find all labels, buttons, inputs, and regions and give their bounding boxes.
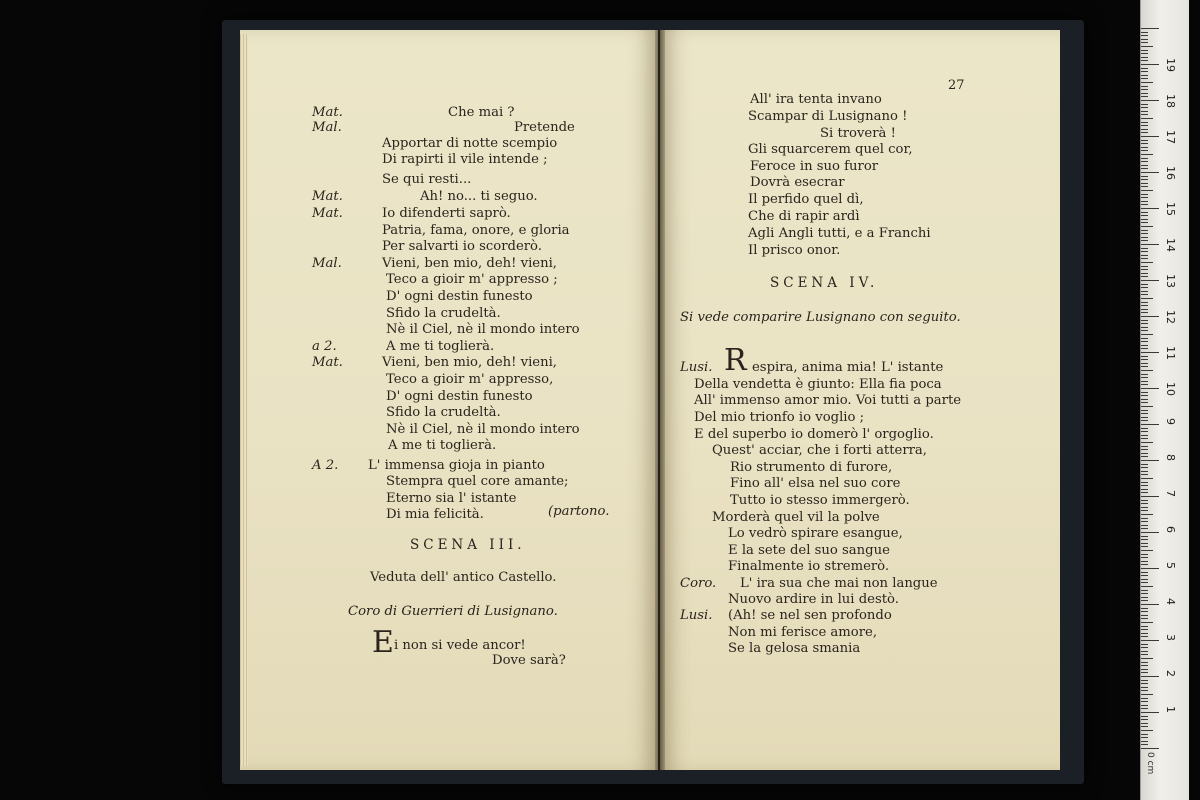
ruler-tick — [1141, 237, 1148, 238]
ruler-tick — [1141, 172, 1159, 173]
ruler-tick — [1141, 233, 1148, 234]
ruler-tick — [1141, 683, 1148, 684]
ruler-tick — [1141, 435, 1148, 436]
ruler-tick — [1141, 140, 1148, 141]
ruler-number: 1 — [1164, 706, 1177, 713]
verse-line: Nè il Ciel, nè il mondo intero — [386, 422, 580, 437]
ruler-tick — [1141, 226, 1153, 227]
ruler-tick — [1141, 464, 1148, 465]
ruler-tick — [1141, 737, 1148, 738]
ruler-tick — [1141, 730, 1153, 731]
ruler-tick — [1141, 557, 1148, 558]
verse-line: Si troverà ! — [820, 126, 896, 141]
ruler-tick — [1141, 114, 1148, 115]
verse-line: Apportar di notte scempio — [382, 136, 558, 151]
verse-line: Se qui resti... — [382, 172, 472, 187]
ruler-tick — [1141, 183, 1148, 184]
ruler-tick — [1141, 93, 1148, 94]
ruler-number: 16 — [1164, 166, 1177, 180]
ruler-tick — [1141, 708, 1148, 709]
speaker-label: Mal. — [312, 256, 342, 271]
ruler-tick — [1141, 492, 1148, 493]
verse-line: Teco a gioir m' appresso ; — [386, 272, 558, 287]
ruler-tick — [1141, 514, 1153, 515]
ruler-tick — [1141, 248, 1148, 249]
speaker-label: a 2. — [312, 339, 337, 354]
ruler-tick — [1141, 485, 1148, 486]
ruler-tick — [1141, 280, 1159, 281]
ruler-tick — [1141, 204, 1148, 205]
ruler-tick — [1141, 320, 1148, 321]
verse-line: Stempra quel core amante; — [386, 474, 569, 489]
ruler-tick — [1141, 640, 1159, 641]
ruler-tick — [1141, 39, 1148, 40]
ruler-tick — [1141, 705, 1148, 706]
verse-line: D' ogni destin funesto — [386, 289, 533, 304]
ruler-tick — [1141, 323, 1148, 324]
ruler-tick — [1141, 428, 1148, 429]
ruler-tick — [1141, 377, 1148, 378]
ruler-tick — [1141, 294, 1148, 295]
verse-line: L' immensa gioja in pianto — [368, 458, 545, 473]
ruler-tick — [1141, 269, 1148, 270]
ruler-tick — [1141, 89, 1148, 90]
verse-line: Sfido la crudeltà. — [386, 306, 501, 321]
ruler-tick — [1141, 276, 1148, 277]
speaker-label: Mat. — [312, 355, 343, 370]
ruler-number: 13 — [1164, 274, 1177, 288]
ruler-number: 7 — [1164, 490, 1177, 497]
ruler-tick — [1141, 633, 1148, 634]
ruler-tick — [1141, 500, 1148, 501]
ruler-tick — [1141, 456, 1148, 457]
verse-line: Non mi ferisce amore, — [728, 625, 878, 640]
verse-line: Pretende — [514, 120, 575, 135]
verse-line: Se la gelosa smania — [728, 641, 861, 656]
ruler-tick — [1141, 287, 1148, 288]
ruler-tick — [1141, 154, 1153, 155]
ruler-tick — [1141, 68, 1148, 69]
ruler-tick — [1141, 312, 1148, 313]
ruler-tick — [1141, 258, 1148, 259]
chorus-line-1: i non si vede ancor! — [394, 638, 526, 653]
ruler-tick — [1141, 579, 1148, 580]
ruler-tick — [1141, 348, 1148, 349]
ruler-tick — [1141, 363, 1148, 364]
ruler-tick — [1141, 410, 1148, 411]
verse-line: Agli Angli tutti, e a Franchi — [748, 226, 931, 241]
ruler-tick — [1141, 32, 1148, 33]
ruler-tick — [1141, 424, 1159, 425]
verse-line: Che di rapir ardì — [748, 209, 860, 224]
verse-line: L' ira sua che mai non langue — [740, 576, 938, 591]
ruler-tick — [1141, 284, 1148, 285]
ruler-tick — [1141, 129, 1148, 130]
ruler-tick — [1141, 136, 1159, 137]
ruler-number: 11 — [1164, 346, 1177, 360]
verse-line: D' ogni destin funesto — [386, 389, 533, 404]
verse-line: Teco a gioir m' appresso, — [386, 372, 554, 387]
ruler-tick — [1141, 165, 1148, 166]
ruler-tick — [1141, 64, 1159, 65]
ruler-tick — [1141, 212, 1148, 213]
ruler-tick — [1141, 687, 1148, 688]
ruler-tick — [1141, 593, 1148, 594]
ruler-tick — [1141, 330, 1148, 331]
page-edges — [240, 34, 248, 766]
ruler-tick — [1141, 716, 1148, 717]
verse-line: Per salvarti io scorderò. — [382, 239, 542, 254]
ruler-tick — [1141, 298, 1153, 299]
verse-line: Tutto io stesso immergerò. — [730, 493, 910, 508]
verse-line: Sfido la crudeltà. — [386, 405, 501, 420]
ruler-tick — [1141, 510, 1148, 511]
verse-line: Finalmente io stremerò. — [728, 559, 890, 574]
ruler-tick — [1141, 690, 1148, 691]
speaker-label: Mal. — [312, 120, 342, 135]
ruler-tick — [1141, 273, 1148, 274]
ruler-tick — [1141, 564, 1148, 565]
ruler-tick — [1141, 388, 1159, 389]
ruler-tick — [1141, 654, 1148, 655]
ruler-tick — [1141, 71, 1148, 72]
ruler-tick — [1141, 575, 1148, 576]
ruler-tick — [1141, 197, 1148, 198]
ruler-tick — [1141, 143, 1148, 144]
ruler-tick — [1141, 334, 1153, 335]
ruler-tick — [1141, 626, 1148, 627]
ruler-tick — [1141, 680, 1148, 681]
verse-line: espira, anima mia! L' istante — [752, 360, 944, 375]
ruler-tick — [1141, 201, 1148, 202]
ruler-tick — [1141, 489, 1148, 490]
verse-line: Eterno sia l' istante — [386, 491, 517, 506]
chorus-line-2: Dove sarà? — [492, 653, 566, 668]
speaker-label: Lusi. — [680, 360, 713, 375]
ruler-tick — [1141, 302, 1148, 303]
ruler-tick — [1141, 194, 1148, 195]
ruler-tick — [1141, 305, 1148, 306]
ruler-tick — [1141, 453, 1148, 454]
ruler-tick — [1141, 399, 1148, 400]
ruler-tick — [1141, 496, 1159, 497]
ruler-number: 3 — [1164, 634, 1177, 641]
ruler-tick — [1141, 262, 1153, 263]
ruler-tick — [1141, 125, 1148, 126]
ruler-tick — [1141, 57, 1148, 58]
ruler-tick — [1141, 582, 1148, 583]
ruler-tick — [1141, 550, 1153, 551]
ruler-number: 9 — [1164, 418, 1177, 425]
ruler-tick — [1141, 676, 1159, 677]
verse-line: Scampar di Lusignano ! — [748, 109, 908, 124]
ruler-tick — [1141, 50, 1148, 51]
ruler-tick — [1141, 701, 1148, 702]
ruler-tick — [1141, 359, 1148, 360]
ruler-tick — [1141, 78, 1148, 79]
verse-line: Il prisco onor. — [748, 243, 841, 258]
ruler-tick — [1141, 611, 1148, 612]
ruler-number: 19 — [1164, 58, 1177, 72]
book-gutter — [655, 30, 665, 770]
ruler-tick — [1141, 352, 1159, 353]
ruler-tick — [1141, 442, 1153, 443]
ruler-tick — [1141, 28, 1159, 29]
ruler-tick — [1141, 147, 1148, 148]
ruler-tick — [1141, 561, 1148, 562]
ruler-tick — [1141, 266, 1148, 267]
verse-line: Nè il Ciel, nè il mondo intero — [386, 322, 580, 337]
ruler-number: 8 — [1164, 454, 1177, 461]
ruler-tick — [1141, 219, 1148, 220]
speaker-label: Mat. — [312, 206, 343, 221]
ruler-tick — [1141, 230, 1148, 231]
scene-heading-iv: SCENA IV. — [770, 275, 879, 291]
ruler-tick — [1141, 460, 1159, 461]
ruler-tick — [1141, 60, 1148, 61]
ruler-tick — [1141, 734, 1148, 735]
ruler-tick — [1141, 536, 1148, 537]
ruler-tick — [1141, 590, 1148, 591]
ruler-tick — [1141, 107, 1148, 108]
ruler-tick — [1141, 449, 1148, 450]
ruler-tick — [1141, 222, 1148, 223]
ruler-number: 15 — [1164, 202, 1177, 216]
ruler-tick — [1141, 662, 1148, 663]
verse-line: A me ti toglierà. — [386, 339, 495, 354]
stage-direction-right: Si vede comparire Lusignano con seguito. — [680, 310, 961, 325]
ruler-tick — [1141, 370, 1153, 371]
ruler-tick — [1141, 366, 1148, 367]
ruler-tick — [1141, 255, 1148, 256]
ruler-tick — [1141, 82, 1153, 83]
ruler-tick — [1141, 672, 1148, 673]
ruler-number: 6 — [1164, 526, 1177, 533]
verse-line: Gli squarcerem quel cor, — [748, 142, 913, 157]
chorus-heading: Coro di Guerrieri di Lusignano. — [348, 604, 558, 619]
ruler-tick — [1141, 208, 1159, 209]
ruler-tick — [1141, 604, 1159, 605]
ruler-tick — [1141, 665, 1148, 666]
ruler-tick — [1141, 345, 1148, 346]
ruler-tick — [1141, 179, 1148, 180]
ruler-tick — [1141, 521, 1148, 522]
ruler-tick — [1141, 647, 1148, 648]
ruler-tick — [1141, 525, 1148, 526]
verse-line: Che mai ? — [448, 105, 515, 120]
ruler-tick — [1141, 438, 1148, 439]
ruler-tick — [1141, 528, 1148, 529]
verse-line: Ah! no... ti seguo. — [420, 189, 538, 204]
ruler-tick — [1141, 420, 1148, 421]
ruler-tick — [1141, 132, 1148, 133]
ruler-tick — [1141, 100, 1159, 101]
ruler-tick — [1141, 543, 1148, 544]
stage-direction-left: Veduta dell' antico Castello. — [370, 570, 557, 585]
ruler-tick — [1141, 122, 1148, 123]
ruler-tick — [1141, 644, 1148, 645]
ruler-number: 18 — [1164, 94, 1177, 108]
ruler-tick — [1141, 381, 1148, 382]
ruler-tick — [1141, 651, 1148, 652]
ruler-tick — [1141, 568, 1159, 569]
ruler-tick — [1141, 694, 1153, 695]
ruler-tick — [1141, 215, 1148, 216]
verse-line: Lo vedrò spirare esangue, — [728, 526, 903, 541]
ruler-tick — [1141, 726, 1148, 727]
verse-line: Morderà quel vil la polve — [712, 510, 880, 525]
ruler-tick — [1141, 446, 1148, 447]
ruler-tick — [1141, 158, 1148, 159]
ruler-tick — [1141, 471, 1148, 472]
ruler-tick — [1141, 402, 1148, 403]
verse-line: Vieni, ben mio, deh! vieni, — [382, 256, 557, 271]
verse-line: (Ah! se nel sen profondo — [728, 608, 892, 623]
ruler-tick — [1141, 618, 1148, 619]
ruler-tick — [1141, 615, 1148, 616]
verse-line: Di mia felicità. — [386, 507, 484, 522]
ruler-tick — [1141, 53, 1148, 54]
ruler-tick — [1141, 150, 1148, 151]
ruler-tick — [1141, 546, 1148, 547]
ruler-tick — [1141, 532, 1159, 533]
ruler-tick — [1141, 35, 1148, 36]
ruler-tick — [1141, 600, 1148, 601]
ruler-tick — [1141, 572, 1148, 573]
verse-line: Io difenderti saprò. — [382, 206, 511, 221]
verse-line: All' ira tenta invano — [750, 92, 882, 107]
ruler-tick — [1141, 744, 1148, 745]
scene-heading-iii: SCENA III. — [410, 537, 526, 553]
ruler-tick — [1141, 539, 1148, 540]
ruler-tick — [1141, 240, 1148, 241]
ruler-tick — [1141, 474, 1148, 475]
ruler-tick — [1141, 507, 1148, 508]
verse-line: Fino all' elsa nel suo core — [730, 476, 901, 491]
speaker-label: Mat. — [312, 105, 343, 120]
ruler-tick — [1141, 86, 1148, 87]
ruler-tick — [1141, 341, 1148, 342]
ruler-tick — [1141, 75, 1148, 76]
ruler-tick — [1141, 741, 1148, 742]
ruler-tick — [1141, 554, 1148, 555]
ruler-tick — [1141, 374, 1148, 375]
speaker-label: A 2. — [312, 458, 339, 473]
ruler-tick — [1141, 316, 1159, 317]
ruler-tick — [1141, 186, 1148, 187]
ruler-tick — [1141, 190, 1153, 191]
verse-line: Della vendetta è giunto: Ella fia poca — [694, 377, 942, 392]
verse-line: All' immenso amor mio. Voi tutti a parte — [694, 393, 962, 408]
ruler-tick — [1141, 338, 1148, 339]
ruler-tick — [1141, 251, 1148, 252]
ruler-tick — [1141, 622, 1153, 623]
verse-line: Del mio trionfo io voglio ; — [694, 410, 865, 425]
ruler-tick — [1141, 669, 1148, 670]
verse-line: A me ti toglierà. — [388, 438, 497, 453]
ruler-tick — [1141, 478, 1153, 479]
ruler-tick — [1141, 719, 1148, 720]
verse-line: Di rapirti il vile intende ; — [382, 152, 548, 167]
dropcap-e: E — [372, 625, 394, 660]
ruler-tick — [1141, 392, 1148, 393]
ruler-tick — [1141, 46, 1153, 47]
ruler-tick — [1141, 636, 1148, 637]
ruler-number: 4 — [1164, 598, 1177, 605]
ruler-tick — [1141, 417, 1148, 418]
verse-line: Nuovo ardire in lui destò. — [728, 592, 899, 607]
ruler-tick — [1141, 629, 1148, 630]
verse-line: Rio strumento di furore, — [730, 460, 893, 475]
ruler-tick — [1141, 176, 1148, 177]
ruler-tick — [1141, 96, 1148, 97]
ruler-tick — [1141, 161, 1148, 162]
verse-line: (partono. — [548, 504, 610, 519]
ruler-tick — [1141, 518, 1148, 519]
ruler-tick — [1141, 327, 1148, 328]
ruler-number: 17 — [1164, 130, 1177, 144]
ruler-tick — [1141, 406, 1153, 407]
speaker-label: Coro. — [680, 576, 717, 591]
ruler-tick — [1141, 658, 1153, 659]
ruler-number: 14 — [1164, 238, 1177, 252]
ruler-number: 10 — [1164, 382, 1177, 396]
ruler-unit-label: 0 cm — [1145, 752, 1155, 775]
ruler-tick — [1141, 244, 1159, 245]
ruler-tick — [1141, 309, 1148, 310]
ruler-tick — [1141, 104, 1148, 105]
ruler-tick — [1141, 748, 1159, 749]
dropcap-r: R — [724, 343, 747, 378]
verse-line: E del superbo io domerò l' orgoglio. — [694, 427, 934, 442]
verse-line: Dovrà esecrar — [750, 175, 845, 190]
ruler-tick — [1141, 356, 1148, 357]
ruler-tick — [1141, 395, 1148, 396]
verse-line: E la sete del suo sangue — [728, 543, 890, 558]
ruler-tick — [1141, 723, 1148, 724]
ruler-tick — [1141, 586, 1153, 587]
ruler-tick — [1141, 467, 1148, 468]
measuring-ruler — [1140, 0, 1189, 800]
ruler-tick — [1141, 503, 1148, 504]
ruler-tick — [1141, 111, 1148, 112]
verse-line: Il perfido quel dì, — [748, 192, 864, 207]
ruler-number: 12 — [1164, 310, 1177, 324]
ruler-number: 2 — [1164, 670, 1177, 677]
ruler-tick — [1141, 118, 1153, 119]
ruler-tick — [1141, 42, 1148, 43]
ruler-tick — [1141, 712, 1159, 713]
ruler-tick — [1141, 291, 1148, 292]
ruler-tick — [1141, 431, 1148, 432]
ruler-tick — [1141, 608, 1148, 609]
ruler-tick — [1141, 168, 1148, 169]
ruler-tick — [1141, 384, 1148, 385]
ruler-number: 5 — [1164, 562, 1177, 569]
speaker-label: Mat. — [312, 189, 343, 204]
page-number: 27 — [948, 78, 965, 93]
speaker-label: Lusi. — [680, 608, 713, 623]
verse-line: Patria, fama, onore, e gloria — [382, 223, 570, 238]
ruler-tick — [1141, 698, 1148, 699]
ruler-tick — [1141, 482, 1148, 483]
verse-line: Feroce in suo furor — [750, 159, 879, 174]
ruler-tick — [1141, 597, 1148, 598]
verse-line: Vieni, ben mio, deh! vieni, — [382, 355, 557, 370]
ruler-tick — [1141, 413, 1148, 414]
verse-line: Quest' acciar, che i forti atterra, — [712, 443, 927, 458]
